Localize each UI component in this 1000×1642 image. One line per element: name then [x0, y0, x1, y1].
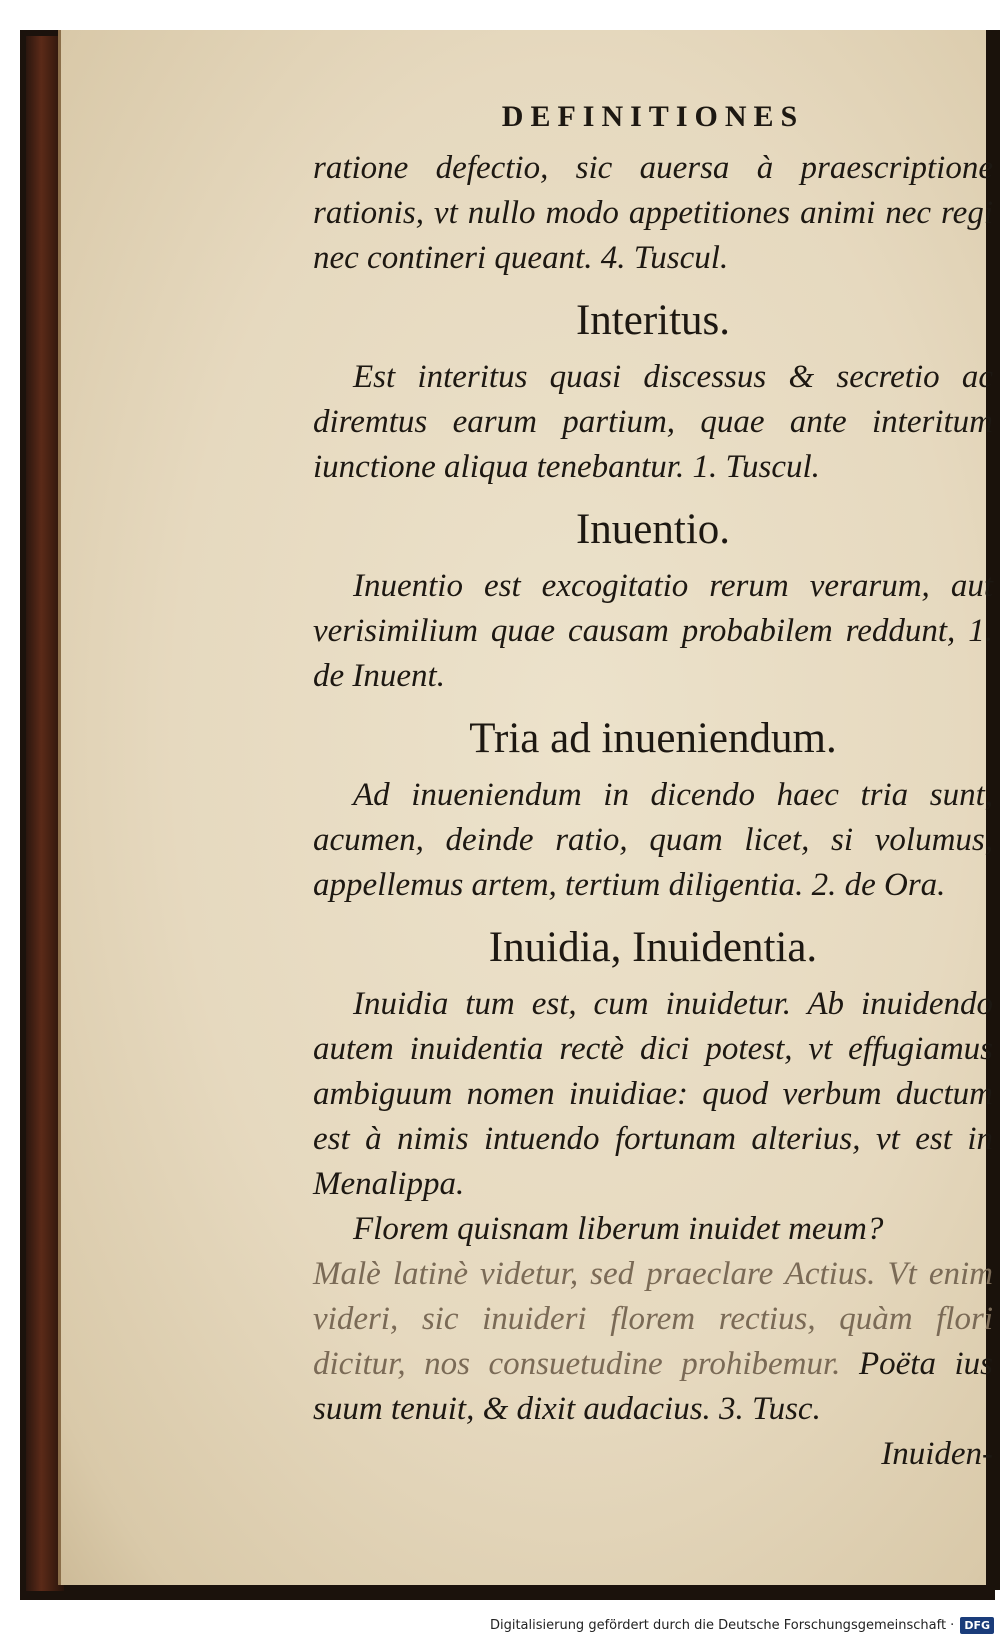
entry-continuation: ratione defectio, sic auersa à praescriptione rationis, vt nullo modo appetitiones animi nec regi nec contineri queant. 4. Tuscul. [313, 150, 993, 276]
dfg-logo: DFG [960, 1617, 994, 1634]
entry-heading-inuentio: Inuentio. [575, 506, 731, 553]
entry-text-tria: Ad inueniendum in dicendo haec tria sunt, acumen, deinde ratio, quam licet, si volumus, appellemus artem, tertium diligentia. 2. de Ora. [313, 777, 993, 903]
entry-text-inuidia-continued [313, 1252, 993, 1432]
entry-text-inuidia-end: Poëta ius suum tenuit, & dixit audacius. 3. Tusc. [313, 1346, 994, 1427]
footer-credit-text: Digitalisierung gefördert durch die Deutsche Forschungsgemeinschaft · [489, 1617, 955, 1633]
entry-heading-inuidia: Inuidia, Inuidentia. [488, 924, 818, 971]
entry-text-interitus: Est interitus quasi discessus & secretio ac diremtus earum partium, quae ante interitum iunctione aliqua tenebantur. 1. Tuscul. [313, 359, 993, 485]
entry-text-inuentio: Inuentio est excogitatio rerum verarum, aut verisimilium quae causam probabilem reddunt, 1. de Inuent. [313, 568, 993, 694]
footer-credit [490, 1614, 994, 1636]
page-text [313, 100, 993, 1477]
running-head: DEFINITIONES [501, 100, 805, 133]
catchword: Inuiden- [881, 1436, 993, 1472]
entry-heading-tria: Tria ad inueniendum. [469, 715, 837, 762]
verse-quotation: Florem quisnam liberum inuidet meum? [353, 1211, 884, 1247]
entry-heading-interitus: Interitus. [575, 297, 731, 344]
faded-text: Malè latinè videtur, sed praeclare Actius. Vt enim videri, sic inuideri florem rectius, quàm flori dicitur, nos consuetudine prohibemur. [313, 1256, 993, 1382]
entry-text-inuidia: Inuidia tum est, cum inuidetur. Ab inuidendo autem inuidentia rectè dici potest, vt effugiamus ambiguum nomen inuidiae: quod verbum ductum est à nimis intuendo fortunam alterius, vt est in Menalippa. [313, 986, 993, 1202]
